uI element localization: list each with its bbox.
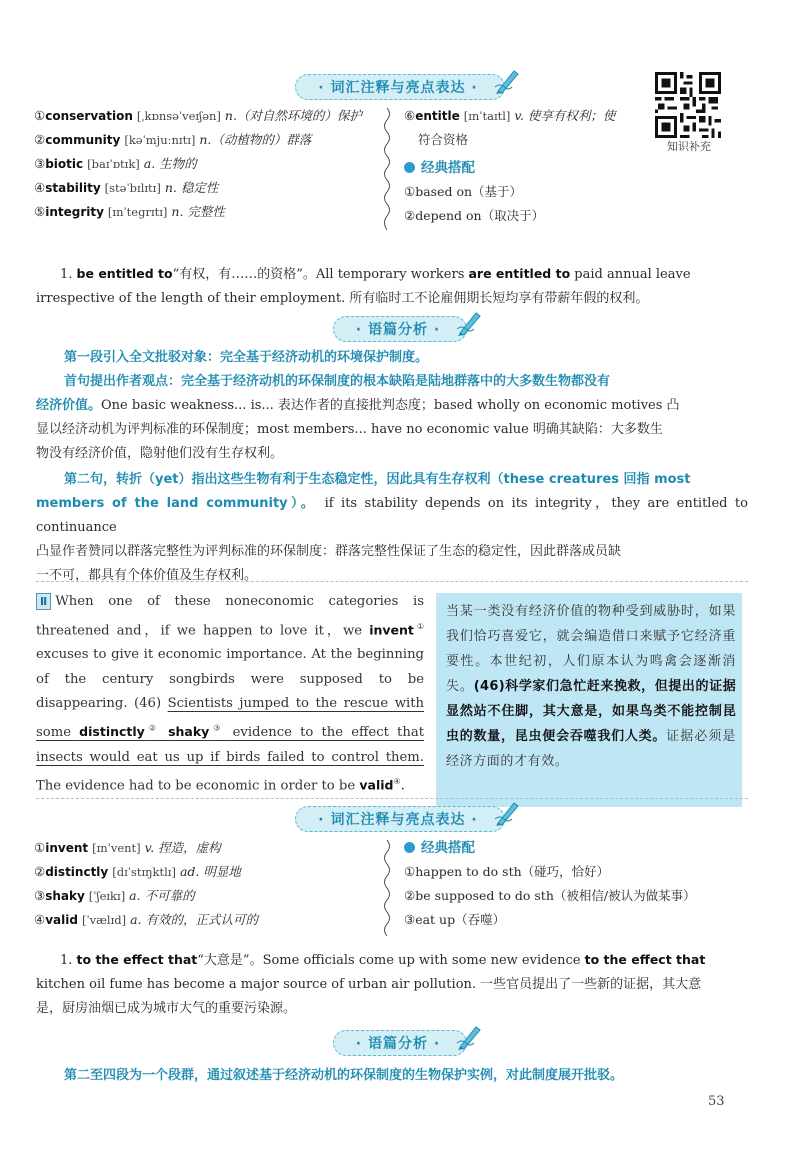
collocation-heading: 经典搭配 — [404, 156, 644, 180]
collocation-item: ①based on（基于） — [404, 184, 523, 199]
bullet-dot-icon — [404, 162, 415, 173]
divider-squiggle — [380, 108, 394, 230]
analysis-2: 第二至四段为一个段群，通过叙述基于经济动机的环保制度的生物保护实例，对此制度展开批驳。 — [64, 1068, 624, 1083]
highlight-example-2: 1. to the effect that“大意是”。Some officials come up with some new evidence to the effect that kitchen oil fume has become a major source of urban air pollution. 一些官员提出了一些新的证据，其大意 是，厨房油烟已成为城市大气的重要污染源。 — [36, 952, 706, 1016]
collocation-item: ②depend on（取决于） — [404, 208, 545, 223]
qr-code[interactable] — [655, 72, 721, 138]
divider — [36, 581, 748, 582]
section-title-vocab-1: · 词汇注释与亮点表达 · — [0, 74, 800, 100]
vocab-item: ①invent [ɪnˈvent] v. 捏造，虚构 — [34, 840, 221, 855]
translation-box: 当某一类没有经济价值的物种受到威胁时，如果我们恰巧喜爱它，就会编造借口来赋予它经济重要性。本世纪初，人们原本认为鸣禽会逐渐消失。(46)科学家们急忙赶来挽救，但提出的证据显然站不住脚，其大意是，如果鸟类不能控制昆虫的数量，昆虫便会吞噬我们人类。证据必须是经济方面的才有效。 — [436, 593, 742, 807]
highlight-example-1: 1. be entitled to“有权，有……的资格”。All temporary workers are entitled to paid annual leave irrespective of the length of their employment. 所有临时工不论雇佣期长短均享有带薪年假的权利。 — [36, 266, 691, 306]
pen-icon — [456, 307, 484, 337]
collocation-list-2 — [404, 836, 744, 932]
pen-icon — [494, 797, 522, 827]
collocation-heading: 经典搭配 — [404, 836, 744, 860]
vocab-item: ②distinctly [dɪˈstɪŋktlɪ] ad. 明显地 — [34, 864, 241, 879]
section-title-analysis-2: · 语篇分析 · — [0, 1030, 800, 1056]
collocation-item: ②be supposed to do sth（被相信/被认为做某事） — [404, 888, 696, 903]
paragraph-number: Ⅱ — [36, 593, 51, 610]
passage-paragraph: Ⅱ When one of these noneconomic categories is threatened and，if we happen to love it，we invent① excuses to give it economic importance. At the beginning of the century songbirds were supposed to be disappearing. (46) Scientists jumped to the rescue with some distinctly② shaky③ evidence to the effect that insects would eat us up if birds failed to control them. The evidence had to be economic in order to be valid④. — [36, 594, 425, 794]
vocab-right: ⑥entitle [ɪnˈtaɪtl] v. 使享有权利；使 符合资格 经典搭配 ①based on（基于） ②depend on（取决于） — [404, 104, 644, 228]
vocab-list-2 — [34, 836, 258, 932]
vocab-item: ③shaky [ˈʃeɪkɪ] a. 不可靠的 — [34, 888, 195, 903]
section-title-vocab-2: · 词汇注释与亮点表达 · — [0, 806, 800, 832]
pen-icon — [456, 1021, 484, 1051]
vocab-item: ①conservation [ˌkɒnsəˈveɪʃən] n.（对自然环境的）保护 — [34, 108, 362, 123]
pen-icon — [494, 65, 522, 95]
page-number: 53 — [708, 1094, 725, 1109]
analysis-1: 第一段引入全文批驳对象：完全基于经济动机的环境保护制度。 首句提出作者观点：完全基于经济动机的环保制度的根本缺陷是陆地群落中的大多数生物都没有 经济价值。One basic weakness... is... 表达作者的直接批判态度；based wholly on economic motives 凸 显以经济动机为评判标准的环保制度；most members... have no economic value 明确其缺陷：大多数生 物没有经济价值，隐射他们没有生存权利。 第二句，转折（yet）指出这些生物有利于生态稳定性，因此具有生存权利（these creatures 回指 most members of the land community）。 if its stability depends on its integrity，they are entitled to continuance 凸显作者赞同以群落完整性为评判标准的环保制度：群落完整性保证了生态的稳定性，因此群落成员缺 一不可，都具有个体价值及生存权利。 — [36, 350, 748, 583]
qr-label: 知识补充 — [667, 140, 711, 153]
vocab-item: ②community [kəˈmjuːnɪtɪ] n.（动植物的）群落 — [34, 132, 312, 147]
divider — [36, 798, 748, 799]
collocation-item: ③eat up（吞噬） — [404, 912, 506, 927]
divider-squiggle — [380, 840, 394, 936]
vocab-item: ④stability [stəˈbɪlɪtɪ] n. 稳定性 — [34, 180, 219, 195]
bullet-dot-icon — [404, 842, 415, 853]
vocab-item: ④valid [ˈvælɪd] a. 有效的，正式认可的 — [34, 912, 259, 927]
vocab-item: ③biotic [baɪˈɒtɪk] a. 生物的 — [34, 156, 197, 171]
vocab-item: ⑤integrity [ɪnˈtegrɪtɪ] n. 完整性 — [34, 204, 225, 219]
vocab-list-1 — [34, 104, 362, 224]
collocation-item: ①happen to do sth（碰巧，恰好） — [404, 864, 610, 879]
section-title-analysis-1: · 语篇分析 · — [0, 316, 800, 342]
